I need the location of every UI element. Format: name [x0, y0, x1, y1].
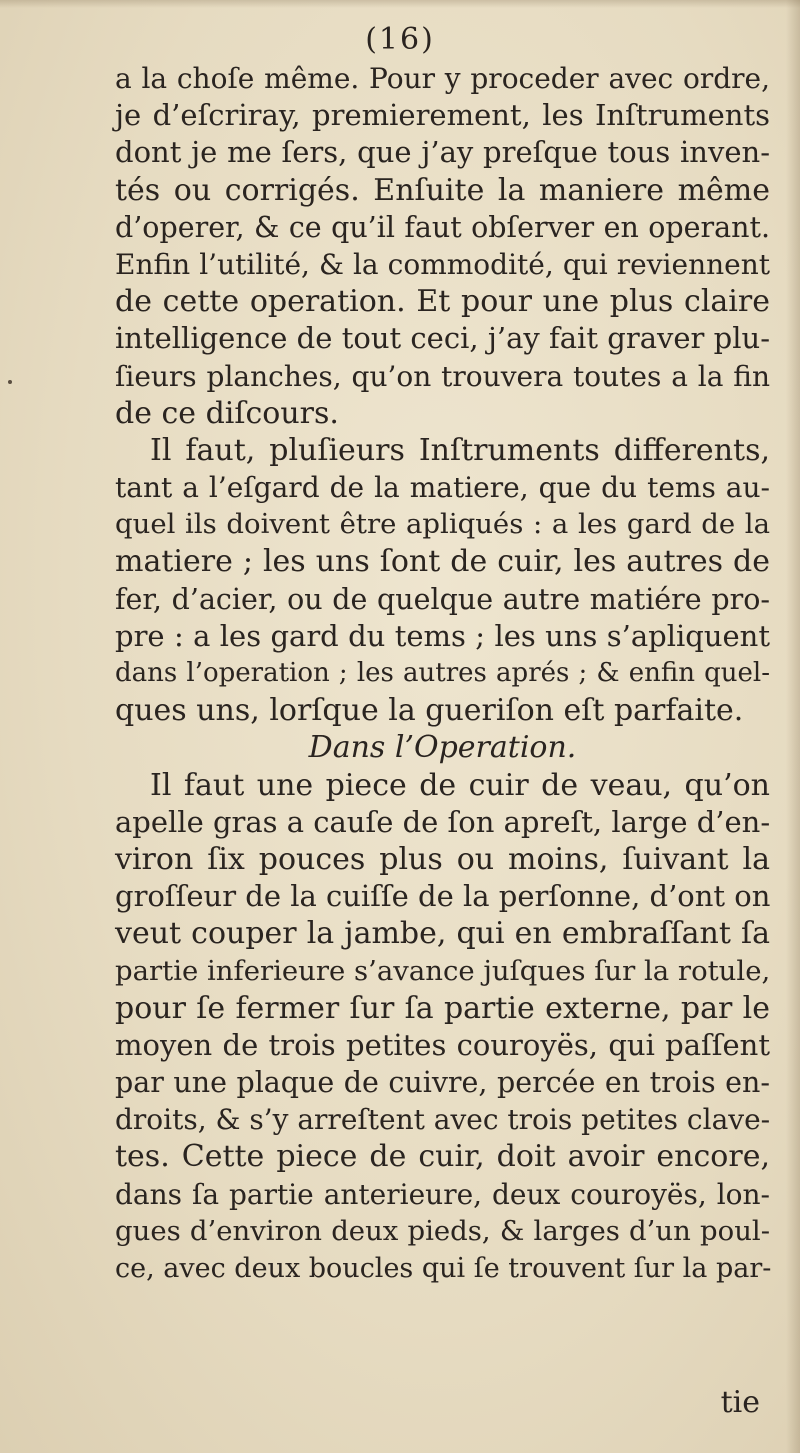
page-edge-shadow — [786, 0, 800, 1453]
text-line: Il faut, pluſieurs Inſtruments differents, — [150, 432, 770, 468]
text-line: de ce diſcours. — [115, 395, 339, 431]
text-line: viron ſix pouces plus ou moins, ſuivant la — [115, 841, 770, 877]
text-line: par une plaque de cuivre, percée en trois en- — [115, 1066, 770, 1100]
text-line: apelle gras a cauſe de ſon apreſt, large d’en- — [115, 804, 771, 839]
text-line: tant a l’eſgard de la matiere, que du tems au- — [115, 471, 770, 505]
text-line: gues d’environ deux pieds, & larges d’un poul- — [115, 1214, 770, 1247]
text-line: de cette operation. Et pour une plus claire — [115, 284, 770, 320]
text-line: ques uns, lorſque la gueriſon eſt parfaite. — [115, 693, 744, 729]
text-line: intelligence de tout ceci, j’ay fait graver plu- — [115, 321, 770, 356]
page-top-shadow — [0, 0, 800, 8]
text-line: partie inferieure s’avance juſques ſur la rotule, — [115, 954, 771, 987]
catchword: tie — [720, 1385, 760, 1420]
text-line: dans l’operation ; les autres aprés ; & enfin quel- — [115, 658, 770, 688]
text-line: moyen de trois petites couroyës, qui paſſent — [115, 1027, 770, 1062]
text-line: pour ſe fermer ſur ſa partie externe, par le — [115, 990, 770, 1026]
ink-speck — [8, 380, 12, 384]
text-line: a la choſe même. Pour y proceder avec ordre, — [115, 62, 770, 95]
text-line: tés ou corrigés. Enſuite la maniere même — [115, 172, 770, 208]
text-line: quel ils doivent être apliqués : a les gard de la — [115, 508, 770, 541]
text-line: d’operer, & ce qu’il faut obſerver en operant. — [115, 210, 770, 244]
text-body — [115, 60, 770, 1287]
text-line: Il faut une piece de cuir de veau, qu’on — [150, 767, 770, 803]
text-line: droits, & s’y arreſtent avec trois petites clave- — [115, 1103, 771, 1137]
text-line: pre : a les gard du tems ; les uns s’apliquent — [115, 618, 770, 653]
text-line: veut couper la jambe, qui en embraſſant ſa — [115, 916, 770, 952]
text-line: je d’eſcriray, premierement, les Inſtruments — [115, 98, 770, 133]
text-line: Enfin l’utilité, & la commodité, qui reviennent — [115, 247, 770, 281]
text-line: matiere ; les uns ſont de cuir, les autres de — [115, 544, 770, 580]
text-line: dans ſa partie anterieure, deux couroyës, lon- — [115, 1177, 770, 1211]
page-number: (16) — [365, 22, 435, 57]
section-heading: Dans l’Operation. — [308, 730, 577, 766]
text-line: ce, avec deux boucles qui ſe trouvent ſur la par- — [115, 1253, 772, 1284]
text-line: dont je me ſers, que j’ay preſque tous inven- — [115, 135, 770, 170]
text-line: tes. Cette piece de cuir, doit avoir encore, — [115, 1139, 770, 1175]
text-line: fer, d’acier, ou de quelque autre matiére pro- — [115, 582, 770, 616]
text-line: groſſeur de la cuiſſe de la perſonne, d’ont on — [115, 879, 771, 914]
text-line: ſieurs planches, qu’on trouvera toutes a la fin — [115, 359, 770, 393]
